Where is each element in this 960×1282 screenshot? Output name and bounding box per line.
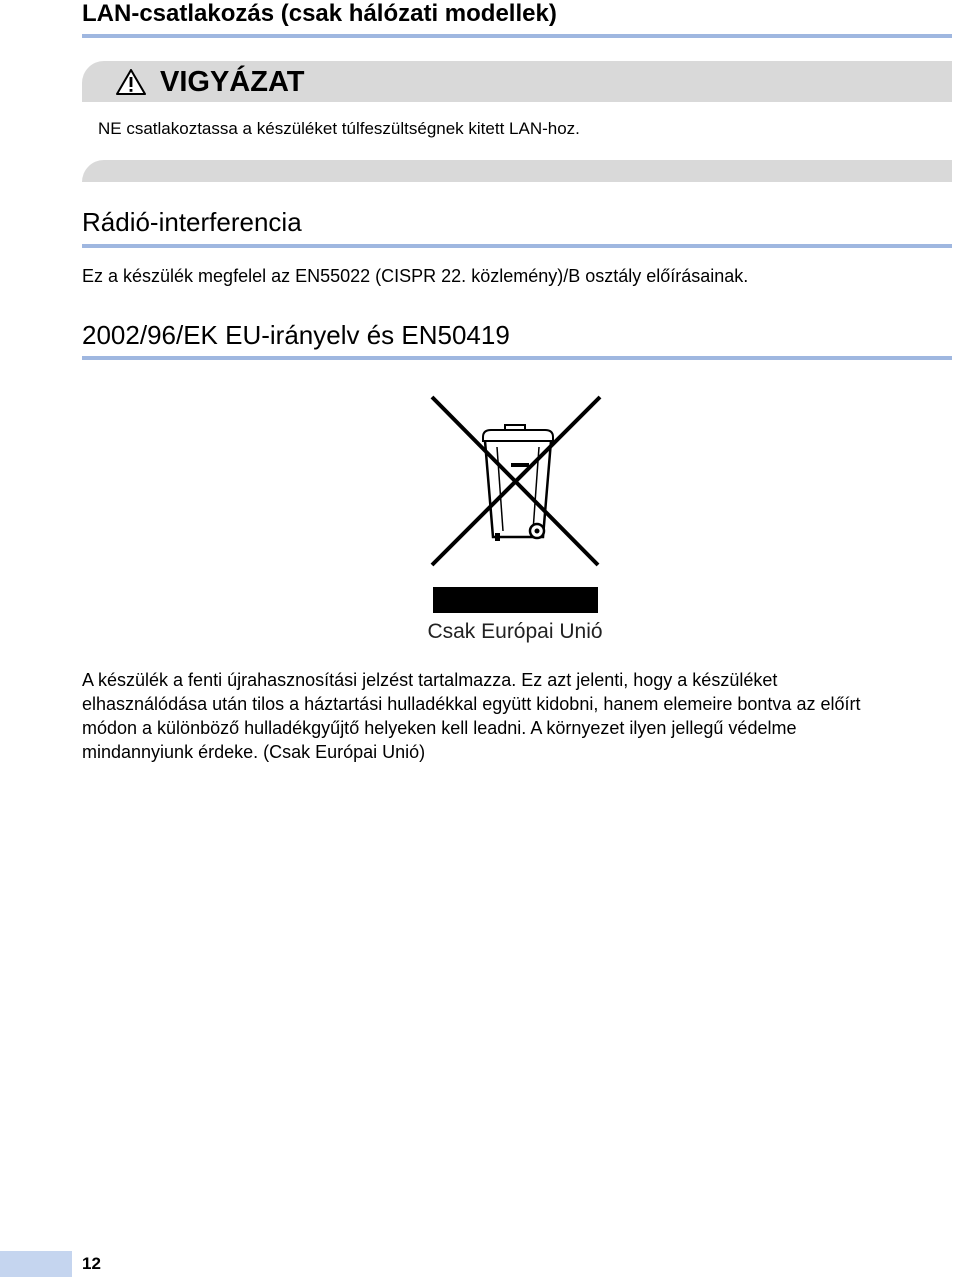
caution-title: VIGYÁZAT (160, 66, 305, 98)
caution-text: NE csatlakoztassa a készüléket túlfeszültségnek kitett LAN-hoz. (98, 119, 580, 138)
caution-header (82, 61, 952, 102)
wheelie-bin-crossed-icon (405, 385, 620, 645)
heading-rule (82, 244, 952, 248)
page-number-tab (0, 1251, 72, 1277)
weee-paragraph-line: mindannyiunk érdeke. (Csak Európai Unió) (82, 742, 426, 762)
weee-paragraph-line: elhasználódása után tilos a háztartási hulladékkal együtt kidobni, hanem elemeire bontva az előírt (82, 694, 861, 714)
page-number: 12 (82, 1254, 101, 1273)
lan-section-heading: LAN-csatlakozás (csak hálózati modellek) (82, 0, 557, 27)
warning-triangle-icon (116, 69, 146, 95)
weee-paragraph-line: módon a különböző hulladékgyűjtő helyeken kell leadni. A környezet ilyen jellegű védelme (82, 718, 797, 738)
caution-footer-bar (82, 160, 952, 182)
radio-section-heading: Rádió-interferencia (82, 207, 302, 237)
heading-rule (82, 356, 952, 360)
symbol-caption: Csak Európai Unió (427, 620, 603, 643)
heading-rule (82, 34, 952, 38)
weee-section-heading: 2002/96/EK EU-irányelv és EN50419 (82, 320, 510, 350)
radio-paragraph: Ez a készülék megfelel az EN55022 (CISPR 22. közlemény)/B osztály előírásainak. (82, 266, 749, 286)
weee-paragraph-line: A készülék a fenti újrahasznosítási jelzést tartalmazza. Ez azt jelenti, hogy a készüléket (82, 670, 778, 690)
crossed-out-bin-symbol (405, 385, 620, 645)
